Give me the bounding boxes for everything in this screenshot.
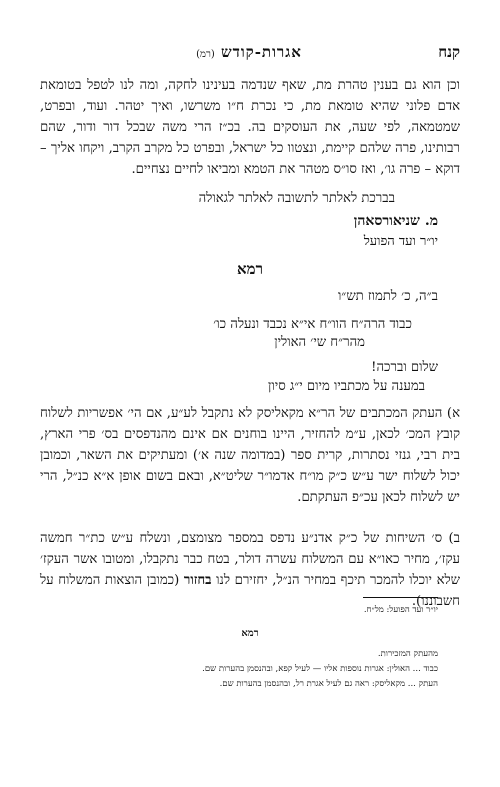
addressee-line-1: כבוד הרה״ח הוו״ח אי״א נכבד ונעלה כו׳: [213, 317, 412, 332]
paragraph-b: [40, 528, 460, 612]
signature-name: מ. שניאורסאהן: [353, 213, 438, 229]
paragraph-b-end: (כמובן הוצאות המשלוח על חשבוננו).: [40, 573, 460, 609]
page-header: [38, 43, 460, 65]
reference-line: במענה על מכתביו מיום י״ג סיון: [268, 379, 425, 394]
footnote-3: העתק ... מקאליסק: ראה גם לעיל אגרת רל, ובהנסמן בהערות שם.: [219, 679, 438, 689]
paragraph-b-main: ב) ס׳ השיחות של כ״ק אדנ״ע נדפס במספר מצומצם, ונשלח ע״ש כת״ר חמשה עקז׳, מחיר כאו״א עם המשלוח עשרה דולר, בטח כבר נתקבלו, ומטובו אשר העקז׳ שלא יוכלו להמכר תיכף במחיר הנ״ל, יחזירם לנו: [40, 531, 460, 588]
running-title-text: אגרות-קודש: [221, 43, 302, 61]
paragraph-b-emphasis: בחזור: [183, 573, 212, 588]
signature-title: יו״ר ועד הפועל: [363, 234, 438, 249]
addressee-line-2: מהר״ח שי׳ האולין: [274, 335, 365, 350]
previous-letter-paragraph: וכן הוא גם בענין טהרת מת, שאף שנדמה בעינינו לחקה, ומה לנו לטפל בטומאת אדם פלוני שהיא טומאת מת, כי נכרת ח״ו משרשו, ואיך יטהר. ועוד, ובפרט, שמטמאה, לפי שעה, את העוסקים בה. בכ״ז הרי משה שבכל דור ודור, שהם רבותינו, פרה שלהם קיימת, ונצטוו כל ישראל, ובפרט כל מקרב הקרב, ויקחו אליך – דוקא – פרה גו׳, ואז סו״ס מטהר את הטמא ומביאו לחיים נצחיים.: [40, 78, 460, 177]
letter-date: ב״ה, כ׳ לתמוז תש״ו: [337, 289, 438, 304]
closing-blessing: בברכת לאלתר לתשובה לאלתר לגאולה: [198, 191, 395, 206]
running-title: [38, 43, 460, 62]
footnote-1: יו״ר ועד הפועל: מל״ח.: [363, 605, 438, 615]
footnote-rule: [363, 597, 438, 598]
paragraph-a: א) העתק המכתבים של הר״א מקאליסק לא נתקבל לע״ע, אם הי׳ אפשריות לשלוח קובץ המכ׳ לכאן, ע״מ להחזיר, היינו בוחנים אם אינם מהנדפסים בס׳ פרי הארץ, בית רבי, גנזי נסתרות, קרית ספר (במדומה שנה א׳) ומעתיקים את השאר, וכמובן יכול לשלוח ישר ע״ש כ״ק מו״ח אדמו״ר שליט״א, ובאם בשום אופן א״א כנ״ל, הרי יש לשלוח לכאן עכ״פ העתקתם.: [40, 406, 460, 505]
running-title-sub: (רמ): [196, 49, 215, 60]
footnote-heading: מהעתק המזכירות.: [377, 649, 438, 659]
footnote-letter-number: רמא: [241, 628, 259, 639]
greeting: שלום וברכה!: [371, 360, 438, 375]
letter-number: רמא: [237, 260, 263, 278]
footnote-2: כבוד ... האולין: אגרות נוספות אליו — לעיל קפא, ובהנסמן בהערות שם.: [202, 664, 438, 674]
page-number: קנח: [438, 43, 460, 61]
